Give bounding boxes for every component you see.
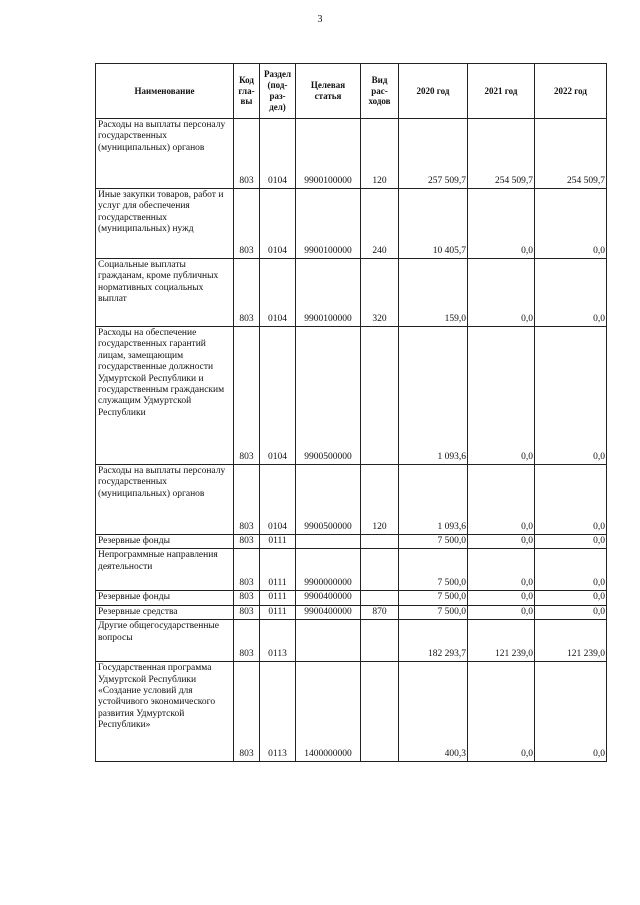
row-2022: 0,0 bbox=[535, 535, 607, 549]
row-2021: 0,0 bbox=[468, 549, 535, 591]
row-kod: 803 bbox=[234, 119, 260, 189]
row-kod: 803 bbox=[234, 189, 260, 259]
row-2022: 0,0 bbox=[535, 605, 607, 619]
row-kod: 803 bbox=[234, 549, 260, 591]
row-2021: 0,0 bbox=[468, 535, 535, 549]
row-kod: 803 bbox=[234, 620, 260, 662]
row-celevaya: 9900500000 bbox=[296, 327, 361, 465]
row-name: Иные закупки товаров, работ и услуг для обеспечения государственных (муниципальных) нужд bbox=[96, 189, 234, 259]
row-2021: 0,0 bbox=[468, 327, 535, 465]
table-row bbox=[96, 549, 607, 591]
row-name: Непрограммные направления деятельности bbox=[96, 549, 234, 591]
row-razdel: 0111 bbox=[260, 591, 296, 605]
row-vid: 320 bbox=[361, 259, 399, 327]
row-2021: 121 239,0 bbox=[468, 620, 535, 662]
header-vid: Вид рас- ходов bbox=[361, 64, 399, 119]
row-2021: 0,0 bbox=[468, 189, 535, 259]
row-2020: 182 293,7 bbox=[399, 620, 468, 662]
row-celevaya: 9900400000 bbox=[296, 591, 361, 605]
row-2020: 159,0 bbox=[399, 259, 468, 327]
row-2020: 1 093,6 bbox=[399, 465, 468, 535]
row-vid bbox=[361, 662, 399, 762]
table-row bbox=[96, 465, 607, 535]
row-celevaya: 9900100000 bbox=[296, 119, 361, 189]
row-name: Расходы на обеспечение государственных гарантий лицам, замещающим государственные должности Удмуртской Республики и государственным гражданским служащим Удмуртской Республики bbox=[96, 327, 234, 465]
row-2022: 0,0 bbox=[535, 327, 607, 465]
row-razdel: 0104 bbox=[260, 327, 296, 465]
row-2021: 0,0 bbox=[468, 259, 535, 327]
row-celevaya: 9900100000 bbox=[296, 259, 361, 327]
row-kod: 803 bbox=[234, 591, 260, 605]
row-razdel: 0104 bbox=[260, 465, 296, 535]
row-2022: 0,0 bbox=[535, 549, 607, 591]
row-vid bbox=[361, 591, 399, 605]
row-kod: 803 bbox=[234, 465, 260, 535]
row-celevaya: 9900100000 bbox=[296, 189, 361, 259]
row-razdel: 0104 bbox=[260, 189, 296, 259]
row-2020: 7 500,0 bbox=[399, 535, 468, 549]
row-razdel: 0111 bbox=[260, 549, 296, 591]
row-vid bbox=[361, 327, 399, 465]
table-row bbox=[96, 189, 607, 259]
row-2020: 400,3 bbox=[399, 662, 468, 762]
budget-table bbox=[95, 63, 607, 762]
row-2021: 0,0 bbox=[468, 662, 535, 762]
row-2022: 254 509,7 bbox=[535, 119, 607, 189]
row-name: Расходы на выплаты персоналу государственных (муниципальных) органов bbox=[96, 465, 234, 535]
page-number: 3 bbox=[317, 14, 323, 25]
row-2022: 0,0 bbox=[535, 189, 607, 259]
table-row bbox=[96, 327, 607, 465]
row-2020: 10 405,7 bbox=[399, 189, 468, 259]
row-razdel: 0111 bbox=[260, 535, 296, 549]
row-razdel: 0104 bbox=[260, 119, 296, 189]
row-name: Резервные средства bbox=[96, 605, 234, 619]
row-razdel: 0111 bbox=[260, 605, 296, 619]
row-celevaya bbox=[296, 535, 361, 549]
row-2021: 0,0 bbox=[468, 465, 535, 535]
row-celevaya: 9900500000 bbox=[296, 465, 361, 535]
header-2022: 2022 год bbox=[535, 64, 607, 119]
table-row bbox=[96, 535, 607, 549]
header-name: Наименование bbox=[96, 64, 234, 119]
row-razdel: 0104 bbox=[260, 259, 296, 327]
row-vid: 120 bbox=[361, 119, 399, 189]
header-2020: 2020 год bbox=[399, 64, 468, 119]
row-celevaya: 1400000000 bbox=[296, 662, 361, 762]
row-kod: 803 bbox=[234, 605, 260, 619]
row-vid: 240 bbox=[361, 189, 399, 259]
table-row bbox=[96, 620, 607, 662]
row-name: Резервные фонды bbox=[96, 591, 234, 605]
table-header-row bbox=[96, 64, 607, 119]
row-celevaya bbox=[296, 620, 361, 662]
header-celevaya: Целевая статья bbox=[296, 64, 361, 119]
row-2022: 0,0 bbox=[535, 591, 607, 605]
row-2022: 0,0 bbox=[535, 662, 607, 762]
row-name: Государственная программа Удмуртской Республики «Создание условий для устойчивого экономического развития Удмуртской Республики» bbox=[96, 662, 234, 762]
table-row bbox=[96, 662, 607, 762]
row-2022: 0,0 bbox=[535, 465, 607, 535]
table-row bbox=[96, 591, 607, 605]
row-2020: 7 500,0 bbox=[399, 549, 468, 591]
table-row bbox=[96, 605, 607, 619]
row-vid bbox=[361, 535, 399, 549]
table-row bbox=[96, 119, 607, 189]
row-name: Резервные фонды bbox=[96, 535, 234, 549]
row-2020: 7 500,0 bbox=[399, 591, 468, 605]
row-celevaya: 9900400000 bbox=[296, 605, 361, 619]
row-2022: 121 239,0 bbox=[535, 620, 607, 662]
row-razdel: 0113 bbox=[260, 620, 296, 662]
row-kod: 803 bbox=[234, 535, 260, 549]
row-name: Социальные выплаты гражданам, кроме публичных нормативных социальных выплат bbox=[96, 259, 234, 327]
row-kod: 803 bbox=[234, 259, 260, 327]
row-2021: 0,0 bbox=[468, 591, 535, 605]
table-row bbox=[96, 259, 607, 327]
header-razdel: Раздел (под- раз- дел) bbox=[260, 64, 296, 119]
row-vid bbox=[361, 620, 399, 662]
header-kod: Код гла- вы bbox=[234, 64, 260, 119]
row-razdel: 0113 bbox=[260, 662, 296, 762]
row-2021: 0,0 bbox=[468, 605, 535, 619]
row-kod: 803 bbox=[234, 327, 260, 465]
row-celevaya: 9900000000 bbox=[296, 549, 361, 591]
row-2020: 257 509,7 bbox=[399, 119, 468, 189]
row-name: Расходы на выплаты персоналу государственных (муниципальных) органов bbox=[96, 119, 234, 189]
row-2021: 254 509,7 bbox=[468, 119, 535, 189]
row-vid: 120 bbox=[361, 465, 399, 535]
row-2020: 7 500,0 bbox=[399, 605, 468, 619]
row-2020: 1 093,6 bbox=[399, 327, 468, 465]
row-kod: 803 bbox=[234, 662, 260, 762]
row-vid bbox=[361, 549, 399, 591]
header-2021: 2021 год bbox=[468, 64, 535, 119]
row-name: Другие общегосударственные вопросы bbox=[96, 620, 234, 662]
row-vid: 870 bbox=[361, 605, 399, 619]
row-2022: 0,0 bbox=[535, 259, 607, 327]
